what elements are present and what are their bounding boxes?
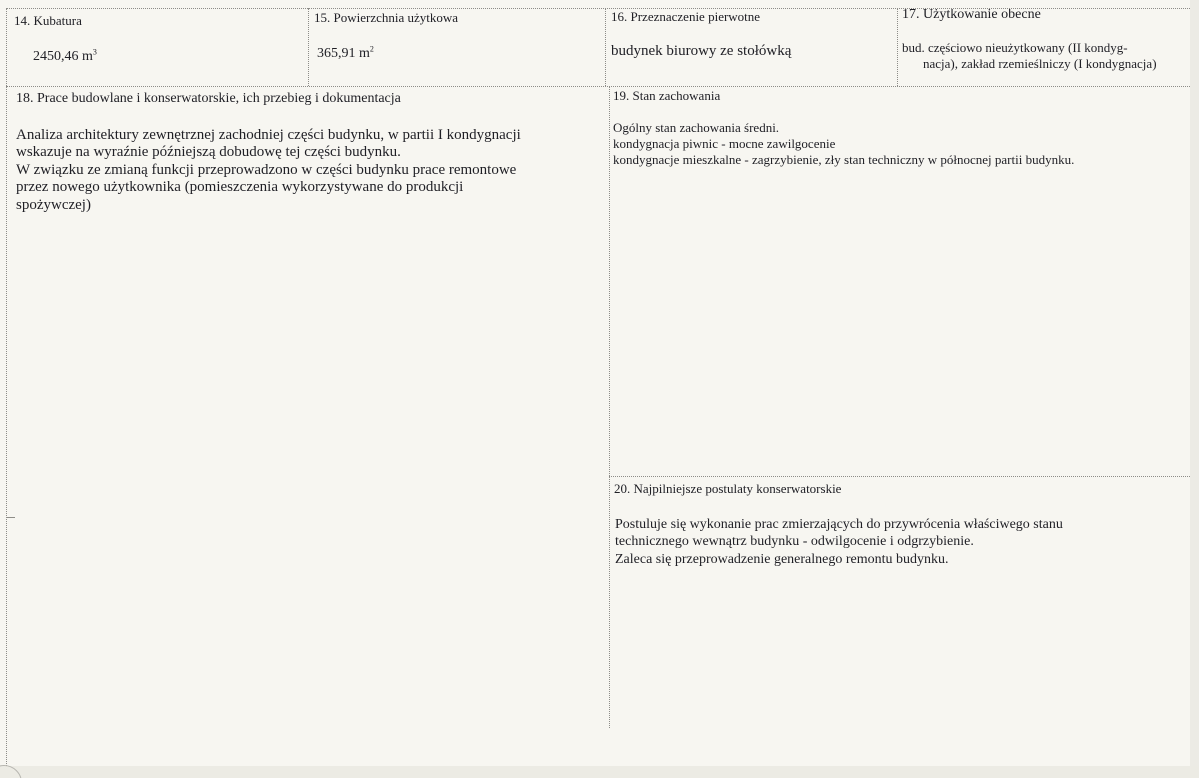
powierzchnia-value: [317, 46, 374, 62]
prace-line: W związku ze zmianą funkcji przeprowadzono w części budynku prace remontowe: [16, 161, 517, 178]
cell-powierzchnia: [309, 9, 605, 86]
sheet-edge-right: [1190, 0, 1199, 778]
kubatura-unit-exponent: 3: [92, 47, 97, 57]
postulaty-line: Postuluje się wykonanie prac zmierzających do przywrócenia właściwego stanu: [615, 517, 1063, 532]
prace-line: wskazuje na wyraźnie późniejszą dobudowę tej części budynku.: [16, 144, 401, 161]
przeznaczenie-label: 16. Przeznaczenie pierwotne: [611, 9, 761, 24]
stan-line: kondygnacje mieszkalne - zagrzybienie, zły stan techniczny w północnej partii budynku.: [613, 152, 1075, 167]
postulaty-label: 20. Najpilniejsze postulaty konserwatorskie: [614, 481, 842, 496]
margin-mark: [7, 517, 15, 518]
prace-line: Analiza architektury zewnętrznej zachodniej części budynku, w partii I kondygnacji: [16, 127, 521, 143]
uzytkowanie-line: nacja), zakład rzemieślniczy (I kondygnacja): [923, 56, 1157, 71]
prace-line: przez nowego użytkownika (pomieszczenia wykorzystywane do produkcji: [16, 179, 464, 196]
postulaty-text: [615, 516, 1063, 568]
stan-line: kondygnacja piwnic - mocne zawilgocenie: [613, 136, 836, 151]
kubatura-label: 14. Kubatura: [14, 13, 82, 28]
stan-line: Ogólny stan zachowania średni.: [613, 120, 780, 135]
cell-kubatura: [7, 9, 307, 86]
stan-label: 19. Stan zachowania: [613, 88, 721, 103]
sheet-edge-bottom: [0, 766, 1199, 778]
powierzchnia-unit-exponent: 2: [369, 44, 374, 54]
uzytkowanie-label: 17. Użytkowanie obecne: [902, 9, 1041, 22]
stan-text: [613, 120, 1074, 168]
kubatura-value: [33, 49, 97, 65]
cell-prace: [7, 87, 609, 766]
prace-line: spożywczej): [16, 196, 91, 213]
prace-text: [16, 127, 521, 214]
prace-label: 18. Prace budowlane i konserwatorskie, ich przebieg i dokumentacja: [16, 91, 401, 106]
uzytkowanie-line: bud. częściowo nieużytkowany (II kondyg-: [902, 40, 1128, 55]
cell-przeznaczenie: [606, 9, 897, 86]
przeznaczenie-value: budynek biurowy ze stołówką: [611, 43, 792, 59]
cell-postulaty: [610, 477, 1190, 766]
uzytkowanie-value: [902, 40, 1157, 72]
postulaty-line: technicznego wewnątrz budynku - odwilgocenie i odgrzybienie.: [615, 534, 974, 550]
postulaty-line: Zaleca się przeprowadzenie generalnego remontu budynku.: [615, 551, 949, 567]
powierzchnia-label: 15. Powierzchnia użytkowa: [314, 10, 459, 25]
cell-uzytkowanie: [898, 9, 1190, 86]
cell-stan: [610, 87, 1190, 476]
powierzchnia-number: 365,91 m: [317, 46, 370, 61]
kubatura-number: 2450,46 m: [33, 49, 93, 64]
